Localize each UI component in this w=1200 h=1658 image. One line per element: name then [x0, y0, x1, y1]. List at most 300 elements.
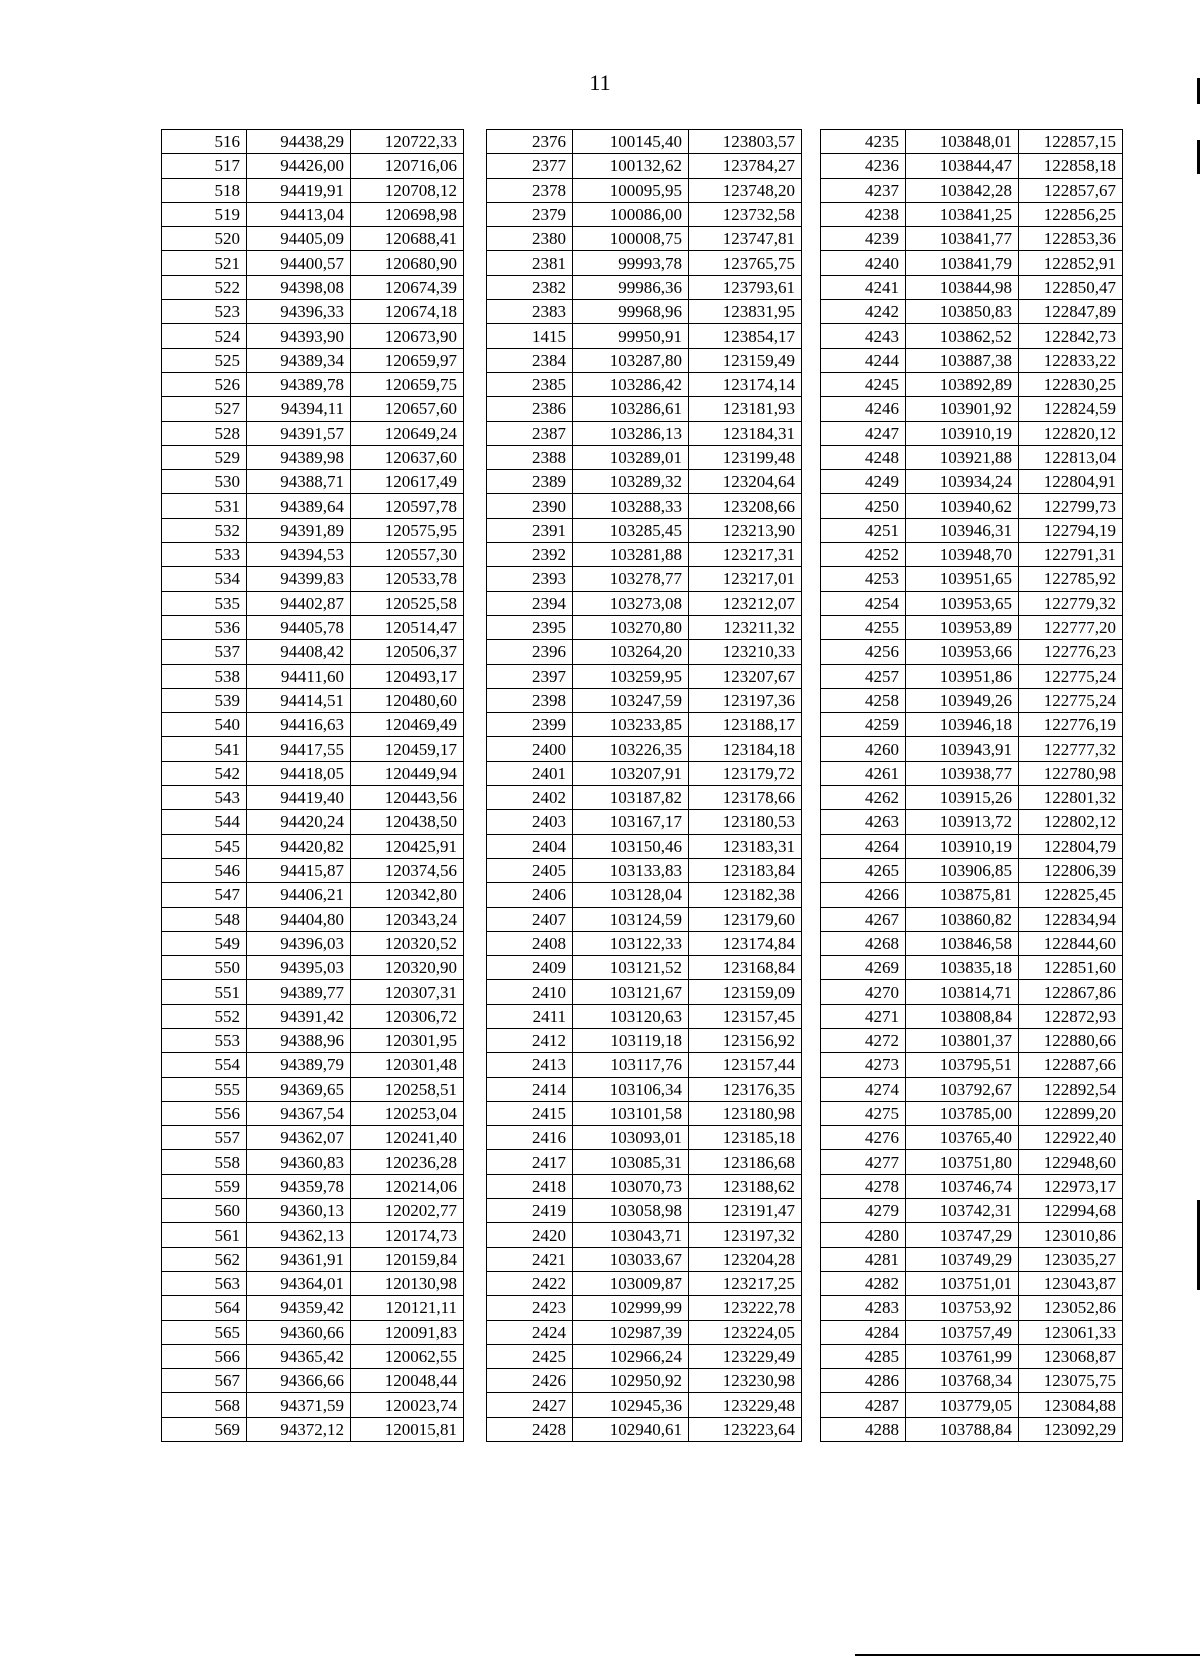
x-coordinate-cell: 100086,00 [573, 202, 689, 226]
point-number-cell: 4278 [821, 1174, 906, 1198]
table-row [821, 834, 1123, 858]
y-coordinate-cell: 122834,94 [1019, 907, 1123, 931]
x-coordinate-cell: 102966,24 [573, 1344, 689, 1368]
x-coordinate-cell: 103286,61 [573, 397, 689, 421]
point-number-cell: 2413 [487, 1053, 573, 1077]
table-row [162, 1320, 464, 1344]
table-row [821, 1174, 1123, 1198]
x-coordinate-cell: 94402,87 [247, 591, 351, 615]
table-row [162, 130, 464, 154]
y-coordinate-cell: 122775,24 [1019, 664, 1123, 688]
table-row [487, 688, 802, 712]
point-number-cell: 4271 [821, 1004, 906, 1028]
table-row [162, 1004, 464, 1028]
x-coordinate-cell: 94426,00 [247, 154, 351, 178]
point-number-cell: 4239 [821, 227, 906, 251]
point-number-cell: 4254 [821, 591, 906, 615]
table-row [821, 640, 1123, 664]
y-coordinate-cell: 120241,40 [351, 1126, 464, 1150]
point-number-cell: 2385 [487, 372, 573, 396]
y-coordinate-cell: 123176,35 [689, 1077, 802, 1101]
y-coordinate-cell: 120716,06 [351, 154, 464, 178]
point-number-cell: 4237 [821, 178, 906, 202]
point-number-cell: 522 [162, 275, 247, 299]
x-coordinate-cell: 103128,04 [573, 883, 689, 907]
table-row [162, 300, 464, 324]
table-row [821, 275, 1123, 299]
y-coordinate-cell: 122820,12 [1019, 421, 1123, 445]
table-row [487, 445, 802, 469]
table-row [162, 178, 464, 202]
x-coordinate-cell: 102950,92 [573, 1369, 689, 1393]
x-coordinate-cell: 94416,63 [247, 713, 351, 737]
y-coordinate-cell: 123084,88 [1019, 1393, 1123, 1417]
x-coordinate-cell: 103844,47 [906, 154, 1019, 178]
table-row [162, 372, 464, 396]
x-coordinate-cell: 102940,61 [573, 1417, 689, 1441]
table-row [487, 761, 802, 785]
table-row [487, 907, 802, 931]
x-coordinate-cell: 103850,83 [906, 300, 1019, 324]
point-number-cell: 4273 [821, 1053, 906, 1077]
x-coordinate-cell: 94391,42 [247, 1004, 351, 1028]
y-coordinate-cell: 123184,18 [689, 737, 802, 761]
point-number-cell: 2416 [487, 1126, 573, 1150]
point-number-cell: 4269 [821, 956, 906, 980]
x-coordinate-cell: 103841,25 [906, 202, 1019, 226]
y-coordinate-cell: 122857,15 [1019, 130, 1123, 154]
y-coordinate-cell: 122887,66 [1019, 1053, 1123, 1077]
table-row [821, 1296, 1123, 1320]
y-coordinate-cell: 120253,04 [351, 1101, 464, 1125]
y-coordinate-cell: 123793,61 [689, 275, 802, 299]
table-row [487, 591, 802, 615]
x-coordinate-cell: 103875,81 [906, 883, 1019, 907]
table-row [821, 980, 1123, 1004]
point-number-cell: 2389 [487, 470, 573, 494]
table-row [487, 1247, 802, 1271]
x-coordinate-cell: 103033,67 [573, 1247, 689, 1271]
table-row [821, 615, 1123, 639]
x-coordinate-cell: 103287,80 [573, 348, 689, 372]
y-coordinate-cell: 122852,91 [1019, 251, 1123, 275]
table-row [821, 178, 1123, 202]
y-coordinate-cell: 123217,25 [689, 1271, 802, 1295]
point-number-cell: 531 [162, 494, 247, 518]
y-coordinate-cell: 123197,32 [689, 1223, 802, 1247]
x-coordinate-cell: 94366,66 [247, 1369, 351, 1393]
x-coordinate-cell: 94394,11 [247, 397, 351, 421]
x-coordinate-cell: 103814,71 [906, 980, 1019, 1004]
table-row [487, 713, 802, 737]
y-coordinate-cell: 120673,90 [351, 324, 464, 348]
x-coordinate-cell: 94396,33 [247, 300, 351, 324]
x-coordinate-cell: 103043,71 [573, 1223, 689, 1247]
y-coordinate-cell: 122857,67 [1019, 178, 1123, 202]
point-number-cell: 4285 [821, 1344, 906, 1368]
x-coordinate-cell: 103946,18 [906, 713, 1019, 737]
point-number-cell: 566 [162, 1344, 247, 1368]
table-row [162, 883, 464, 907]
x-coordinate-cell: 94388,71 [247, 470, 351, 494]
x-coordinate-cell: 103906,85 [906, 858, 1019, 882]
page-number: 11 [589, 70, 611, 95]
x-coordinate-cell: 103808,84 [906, 1004, 1019, 1028]
table-row [487, 664, 802, 688]
y-coordinate-cell: 120637,60 [351, 445, 464, 469]
table-row [821, 348, 1123, 372]
table-row [487, 834, 802, 858]
y-coordinate-cell: 123180,98 [689, 1101, 802, 1125]
table-row [487, 324, 802, 348]
y-coordinate-cell: 122776,23 [1019, 640, 1123, 664]
point-number-cell: 2396 [487, 640, 573, 664]
y-coordinate-cell: 122892,54 [1019, 1077, 1123, 1101]
point-number-cell: 4260 [821, 737, 906, 761]
point-number-cell: 541 [162, 737, 247, 761]
x-coordinate-cell: 103892,89 [906, 372, 1019, 396]
point-number-cell: 529 [162, 445, 247, 469]
point-number-cell: 555 [162, 1077, 247, 1101]
x-coordinate-cell: 94419,40 [247, 786, 351, 810]
y-coordinate-cell: 122806,39 [1019, 858, 1123, 882]
y-coordinate-cell: 122775,24 [1019, 688, 1123, 712]
table-row [162, 980, 464, 1004]
y-coordinate-cell: 120258,51 [351, 1077, 464, 1101]
table-row [162, 858, 464, 882]
y-coordinate-cell: 120557,30 [351, 543, 464, 567]
point-number-cell: 4238 [821, 202, 906, 226]
x-coordinate-cell: 103133,83 [573, 858, 689, 882]
point-number-cell: 4252 [821, 543, 906, 567]
table-row [821, 810, 1123, 834]
y-coordinate-cell: 123188,17 [689, 713, 802, 737]
y-coordinate-cell: 123061,33 [1019, 1320, 1123, 1344]
point-number-cell: 2411 [487, 1004, 573, 1028]
y-coordinate-cell: 122994,68 [1019, 1199, 1123, 1223]
y-coordinate-cell: 123207,67 [689, 664, 802, 688]
point-number-cell: 4265 [821, 858, 906, 882]
y-coordinate-cell: 120306,72 [351, 1004, 464, 1028]
y-coordinate-cell: 120525,58 [351, 591, 464, 615]
x-coordinate-cell: 103862,52 [906, 324, 1019, 348]
y-coordinate-cell: 123199,48 [689, 445, 802, 469]
table-row [487, 1223, 802, 1247]
table-row [162, 1077, 464, 1101]
x-coordinate-cell: 94389,34 [247, 348, 351, 372]
table-row [162, 421, 464, 445]
point-number-cell: 2409 [487, 956, 573, 980]
y-coordinate-cell: 123075,75 [1019, 1369, 1123, 1393]
point-number-cell: 4263 [821, 810, 906, 834]
table-row [821, 931, 1123, 955]
point-number-cell: 4280 [821, 1223, 906, 1247]
y-coordinate-cell: 123174,84 [689, 931, 802, 955]
point-number-cell: 2391 [487, 518, 573, 542]
y-coordinate-cell: 120506,37 [351, 640, 464, 664]
x-coordinate-cell: 103273,08 [573, 591, 689, 615]
table-row [162, 1174, 464, 1198]
x-coordinate-cell: 103121,52 [573, 956, 689, 980]
point-number-cell: 2402 [487, 786, 573, 810]
x-coordinate-cell: 94400,57 [247, 251, 351, 275]
y-coordinate-cell: 123043,87 [1019, 1271, 1123, 1295]
point-number-cell: 4261 [821, 761, 906, 785]
x-coordinate-cell: 103289,32 [573, 470, 689, 494]
x-coordinate-cell: 103835,18 [906, 956, 1019, 980]
table-row [162, 275, 464, 299]
x-coordinate-cell: 103187,82 [573, 786, 689, 810]
point-number-cell: 537 [162, 640, 247, 664]
point-number-cell: 4264 [821, 834, 906, 858]
y-coordinate-cell: 122880,66 [1019, 1028, 1123, 1052]
x-coordinate-cell: 94415,87 [247, 858, 351, 882]
x-coordinate-cell: 103785,00 [906, 1101, 1019, 1125]
x-coordinate-cell: 94394,53 [247, 543, 351, 567]
table-row [162, 761, 464, 785]
point-number-cell: 2420 [487, 1223, 573, 1247]
x-coordinate-cell: 103751,80 [906, 1150, 1019, 1174]
x-coordinate-cell: 103757,49 [906, 1320, 1019, 1344]
table-row [162, 834, 464, 858]
x-coordinate-cell: 94364,01 [247, 1271, 351, 1295]
table-row [821, 1393, 1123, 1417]
table-row [162, 713, 464, 737]
point-number-cell: 4253 [821, 567, 906, 591]
point-number-cell: 525 [162, 348, 247, 372]
table-row [821, 737, 1123, 761]
table-row [487, 130, 802, 154]
table-row [821, 324, 1123, 348]
x-coordinate-cell: 103761,99 [906, 1344, 1019, 1368]
table-row [487, 1344, 802, 1368]
y-coordinate-cell: 123204,64 [689, 470, 802, 494]
x-coordinate-cell: 103124,59 [573, 907, 689, 931]
y-coordinate-cell: 123222,78 [689, 1296, 802, 1320]
point-number-cell: 552 [162, 1004, 247, 1028]
table-row [821, 1320, 1123, 1344]
table-row [487, 615, 802, 639]
point-number-cell: 2425 [487, 1344, 573, 1368]
y-coordinate-cell: 122830,25 [1019, 372, 1123, 396]
x-coordinate-cell: 103120,63 [573, 1004, 689, 1028]
x-coordinate-cell: 103009,87 [573, 1271, 689, 1295]
point-number-cell: 4266 [821, 883, 906, 907]
point-number-cell: 2415 [487, 1101, 573, 1125]
y-coordinate-cell: 122853,36 [1019, 227, 1123, 251]
point-number-cell: 4272 [821, 1028, 906, 1052]
y-coordinate-cell: 122948,60 [1019, 1150, 1123, 1174]
table-row [487, 494, 802, 518]
y-coordinate-cell: 120469,49 [351, 713, 464, 737]
table-row [487, 251, 802, 275]
point-number-cell: 564 [162, 1296, 247, 1320]
table-row [821, 664, 1123, 688]
table-row [821, 1150, 1123, 1174]
point-number-cell: 550 [162, 956, 247, 980]
x-coordinate-cell: 94414,51 [247, 688, 351, 712]
x-coordinate-cell: 94413,04 [247, 202, 351, 226]
point-number-cell: 4287 [821, 1393, 906, 1417]
point-number-cell: 2427 [487, 1393, 573, 1417]
x-coordinate-cell: 103943,91 [906, 737, 1019, 761]
table-row [162, 591, 464, 615]
table-row [821, 786, 1123, 810]
point-number-cell: 2428 [487, 1417, 573, 1441]
point-number-cell: 563 [162, 1271, 247, 1295]
table-row [487, 1077, 802, 1101]
x-coordinate-cell: 94389,79 [247, 1053, 351, 1077]
point-number-cell: 2423 [487, 1296, 573, 1320]
y-coordinate-cell: 122833,22 [1019, 348, 1123, 372]
point-number-cell: 544 [162, 810, 247, 834]
point-number-cell: 524 [162, 324, 247, 348]
point-number-cell: 2384 [487, 348, 573, 372]
x-coordinate-cell: 94408,42 [247, 640, 351, 664]
x-coordinate-cell: 103844,98 [906, 275, 1019, 299]
table-row [162, 615, 464, 639]
x-coordinate-cell: 103948,70 [906, 543, 1019, 567]
y-coordinate-cell: 123204,28 [689, 1247, 802, 1271]
y-coordinate-cell: 122847,89 [1019, 300, 1123, 324]
table-row [487, 737, 802, 761]
point-number-cell: 4258 [821, 688, 906, 712]
x-coordinate-cell: 103093,01 [573, 1126, 689, 1150]
x-coordinate-cell: 94389,98 [247, 445, 351, 469]
table-row [821, 1199, 1123, 1223]
point-number-cell: 4255 [821, 615, 906, 639]
x-coordinate-cell: 94367,54 [247, 1101, 351, 1125]
x-coordinate-cell: 94365,42 [247, 1344, 351, 1368]
point-number-cell: 2388 [487, 445, 573, 469]
point-number-cell: 556 [162, 1101, 247, 1125]
table-row [162, 1223, 464, 1247]
point-number-cell: 561 [162, 1223, 247, 1247]
point-number-cell: 2426 [487, 1369, 573, 1393]
point-number-cell: 2390 [487, 494, 573, 518]
x-coordinate-cell: 103946,31 [906, 518, 1019, 542]
table-row [487, 178, 802, 202]
table-row [162, 1199, 464, 1223]
point-number-cell: 4236 [821, 154, 906, 178]
point-number-cell: 4247 [821, 421, 906, 445]
point-number-cell: 2405 [487, 858, 573, 882]
point-number-cell: 517 [162, 154, 247, 178]
y-coordinate-cell: 123179,60 [689, 907, 802, 931]
x-coordinate-cell: 103792,67 [906, 1077, 1019, 1101]
x-coordinate-cell: 100132,62 [573, 154, 689, 178]
point-number-cell: 4248 [821, 445, 906, 469]
table-row [162, 1369, 464, 1393]
table-row [162, 543, 464, 567]
x-coordinate-cell: 94393,90 [247, 324, 351, 348]
point-number-cell: 4281 [821, 1247, 906, 1271]
x-coordinate-cell: 103106,34 [573, 1077, 689, 1101]
x-coordinate-cell: 103207,91 [573, 761, 689, 785]
x-coordinate-cell: 100095,95 [573, 178, 689, 202]
table-row [821, 858, 1123, 882]
x-coordinate-cell: 102999,99 [573, 1296, 689, 1320]
y-coordinate-cell: 123191,47 [689, 1199, 802, 1223]
y-coordinate-cell: 120493,17 [351, 664, 464, 688]
x-coordinate-cell: 103070,73 [573, 1174, 689, 1198]
table-row [487, 470, 802, 494]
point-number-cell: 4256 [821, 640, 906, 664]
point-number-cell: 4240 [821, 251, 906, 275]
table-row [487, 1101, 802, 1125]
x-coordinate-cell: 103910,19 [906, 834, 1019, 858]
x-coordinate-cell: 94398,08 [247, 275, 351, 299]
point-number-cell: 540 [162, 713, 247, 737]
y-coordinate-cell: 123052,86 [1019, 1296, 1123, 1320]
y-coordinate-cell: 123035,27 [1019, 1247, 1123, 1271]
table-row [162, 640, 464, 664]
y-coordinate-cell: 122785,92 [1019, 567, 1123, 591]
table-row [487, 518, 802, 542]
table-row [821, 494, 1123, 518]
x-coordinate-cell: 103951,86 [906, 664, 1019, 688]
x-coordinate-cell: 94417,55 [247, 737, 351, 761]
x-coordinate-cell: 103953,65 [906, 591, 1019, 615]
y-coordinate-cell: 122794,19 [1019, 518, 1123, 542]
table-row [162, 154, 464, 178]
x-coordinate-cell: 94419,91 [247, 178, 351, 202]
x-coordinate-cell: 103938,77 [906, 761, 1019, 785]
y-coordinate-cell: 120236,28 [351, 1150, 464, 1174]
table-row [821, 907, 1123, 931]
point-number-cell: 2392 [487, 543, 573, 567]
x-coordinate-cell: 103765,40 [906, 1126, 1019, 1150]
y-coordinate-cell: 123157,45 [689, 1004, 802, 1028]
x-coordinate-cell: 103949,26 [906, 688, 1019, 712]
y-coordinate-cell: 120657,60 [351, 397, 464, 421]
point-number-cell: 4251 [821, 518, 906, 542]
point-number-cell: 2377 [487, 154, 573, 178]
table-row [162, 956, 464, 980]
y-coordinate-cell: 122867,86 [1019, 980, 1123, 1004]
y-coordinate-cell: 123183,31 [689, 834, 802, 858]
y-coordinate-cell: 123784,27 [689, 154, 802, 178]
point-number-cell: 516 [162, 130, 247, 154]
y-coordinate-cell: 120320,90 [351, 956, 464, 980]
table-row [487, 154, 802, 178]
point-number-cell: 2378 [487, 178, 573, 202]
coordinates-table-right [820, 129, 1123, 1442]
y-coordinate-cell: 120514,47 [351, 615, 464, 639]
table-row [162, 324, 464, 348]
point-number-cell: 2379 [487, 202, 573, 226]
table-row [487, 202, 802, 226]
y-coordinate-cell: 123068,87 [1019, 1344, 1123, 1368]
point-number-cell: 569 [162, 1417, 247, 1441]
point-number-cell: 547 [162, 883, 247, 907]
point-number-cell: 519 [162, 202, 247, 226]
table-row [487, 397, 802, 421]
y-coordinate-cell: 122777,32 [1019, 737, 1123, 761]
y-coordinate-cell: 122973,17 [1019, 1174, 1123, 1198]
y-coordinate-cell: 123010,86 [1019, 1223, 1123, 1247]
point-number-cell: 2421 [487, 1247, 573, 1271]
x-coordinate-cell: 103940,62 [906, 494, 1019, 518]
x-coordinate-cell: 94362,07 [247, 1126, 351, 1150]
point-number-cell: 4246 [821, 397, 906, 421]
table-row [821, 883, 1123, 907]
y-coordinate-cell: 120091,83 [351, 1320, 464, 1344]
point-number-cell: 530 [162, 470, 247, 494]
point-number-cell: 4277 [821, 1150, 906, 1174]
table-row [821, 1126, 1123, 1150]
x-coordinate-cell: 94388,96 [247, 1028, 351, 1052]
